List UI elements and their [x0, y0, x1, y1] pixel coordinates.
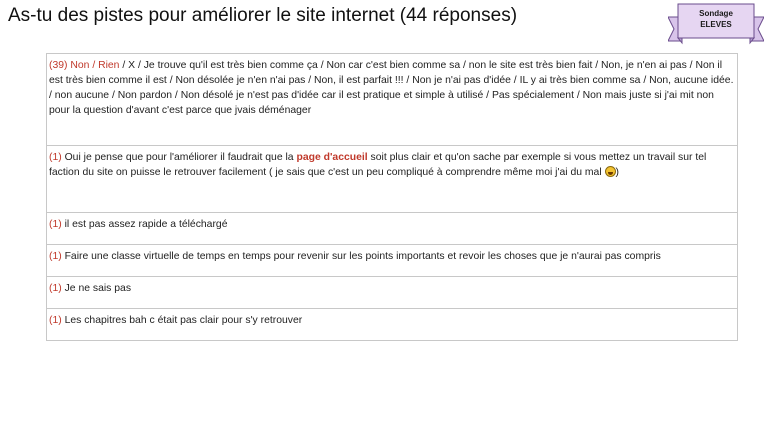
responses-table [46, 53, 738, 341]
response-cell [47, 54, 738, 146]
response-count: (1) [49, 219, 62, 230]
response-text-end: ) [615, 167, 619, 178]
response-text: Les chapitres bah c était pas clair pour s'y retrouver [61, 315, 303, 326]
response-cell [47, 277, 738, 309]
highlighted-keyword: page d'accueil [296, 152, 368, 163]
response-cell [47, 309, 738, 341]
response-count: (39) Non / Rien [49, 60, 120, 71]
response-row [47, 54, 738, 146]
response-row [47, 245, 738, 277]
response-text: / X / Je trouve qu'il est très bien comme ça / Non car c'est bien comme sa / non le site est très bien fait / Non, je n'en ai pas / Non il est très bien comme il est / Non désolée je n'en n'ai pas / Non, il est parfait !!! / Non je n'ai pas d'idée / IL y ai très bien comme sa / Non, aucune idée. / non aucune / Non pardon / Non désolé je n'est pas d'idée car il est pratique et simple à utilisé / Pas spécialement / Non mais juste si j'ai mit non pour la question d'avant c'est parce que jvais déménager [49, 60, 734, 116]
response-cell [47, 146, 738, 213]
slide-title: As-tu des pistes pour améliorer le site internet (44 réponses) [8, 5, 518, 26]
response-text-continued: soit plus clair et qu'on sache par exemple si vous mettez un travail sur tel faction du site on puisse le retrouver facilement ( je sais que c'est un peu compliqué à comprendre même moi j'ai du mal [49, 152, 707, 178]
response-row [47, 309, 738, 341]
response-row [47, 213, 738, 245]
response-count: (1) [49, 283, 62, 294]
response-cell [47, 213, 738, 245]
response-count: (1) [49, 315, 62, 326]
badge-line-2: ELEVES [700, 20, 732, 29]
response-text: Je ne sais pas [61, 283, 132, 294]
response-count: (1) [49, 251, 62, 262]
response-row [47, 277, 738, 309]
laughing-face-icon [605, 166, 616, 177]
response-text: il est pas assez rapide a téléchargé [61, 219, 228, 230]
response-count: (1) [49, 152, 62, 163]
response-text: Faire une classe virtuelle de temps en temps pour revenir sur les points importants et revoir les choses que je n'aurai pas compris [61, 251, 661, 262]
badge-line-1: Sondage [699, 9, 733, 18]
response-text: Oui je pense que pour l'améliorer il faudrait que la [61, 152, 297, 163]
response-row [47, 146, 738, 213]
survey-badge [668, 3, 764, 47]
response-cell [47, 245, 738, 277]
